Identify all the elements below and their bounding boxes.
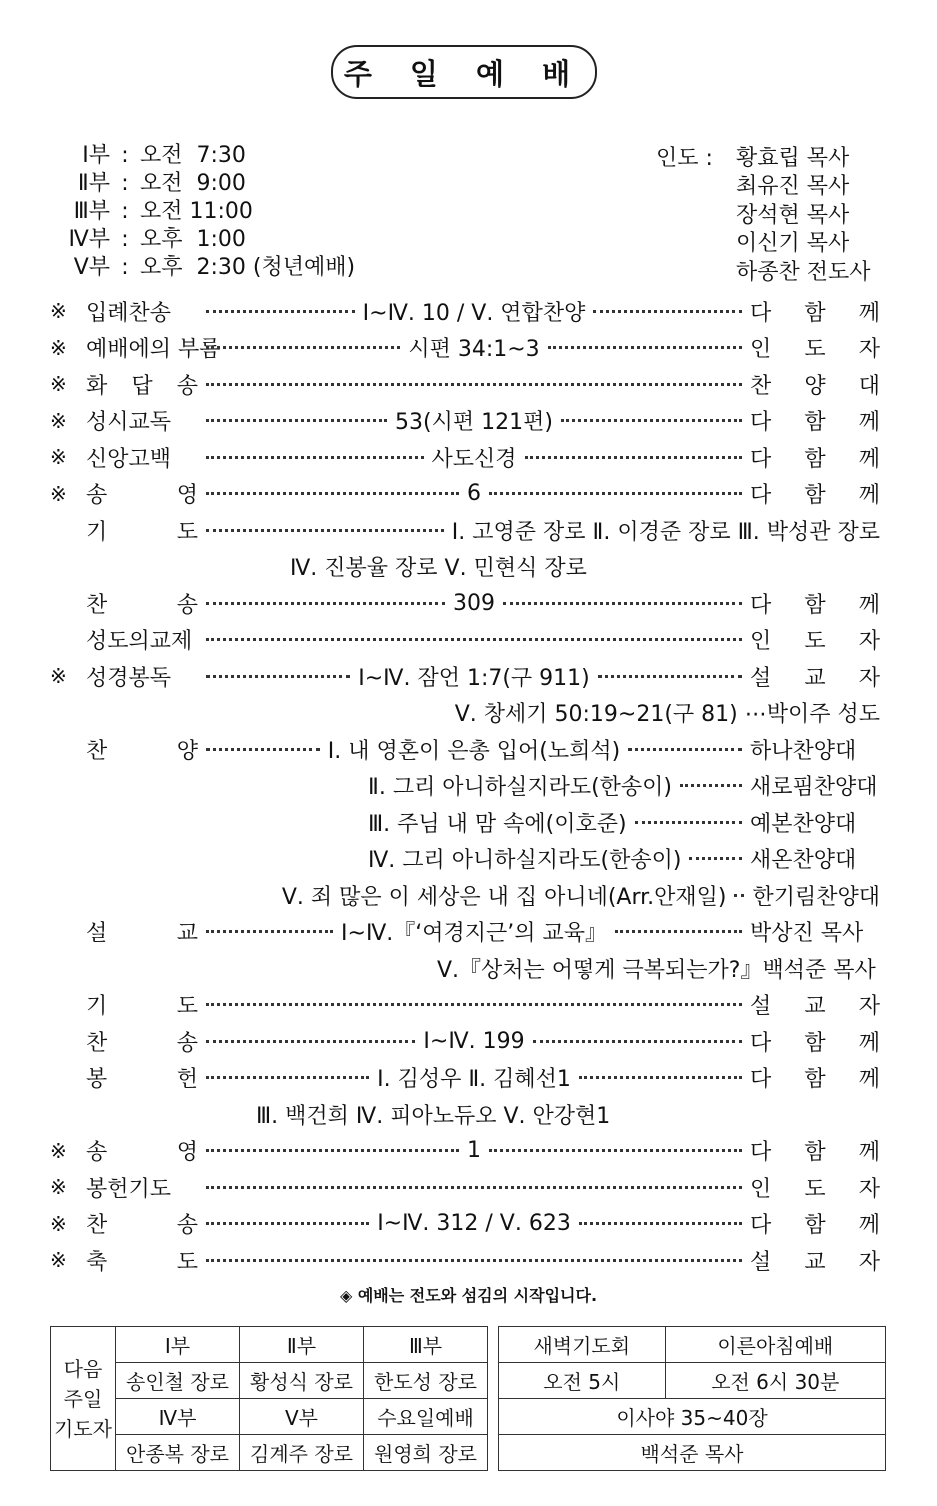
order-item-name: 신앙고백	[86, 446, 172, 472]
order-name-part: 화	[86, 373, 108, 399]
order-detail: Ⅰ~Ⅳ.『‘여경지근’의 교육』	[341, 921, 607, 947]
schedule-row	[62, 142, 355, 170]
schedule-time: 오후 2:30 (청년예배)	[140, 255, 356, 280]
order-name-part: 송	[86, 1140, 108, 1166]
order-person-part: 다	[750, 483, 772, 509]
order-person	[750, 296, 880, 327]
order-row	[50, 987, 880, 1024]
order-item-name	[86, 1135, 198, 1166]
order-name-part: 송	[176, 592, 198, 618]
order-name-part: 영	[176, 483, 198, 509]
schedule-row	[62, 254, 355, 282]
order-item-name	[86, 734, 198, 765]
order-detail: Ⅰ~Ⅳ. 잠언 1:7(구 911)	[358, 665, 590, 691]
leader-name: 최유진 목사	[736, 174, 850, 200]
order-row	[50, 330, 880, 367]
order-person	[750, 1245, 880, 1276]
order-detail: Ⅳ. 그리 아니하실지라도(한송이)	[368, 848, 682, 874]
order-person-part: 다	[750, 300, 772, 326]
order-person: 새로핌찬양대	[750, 775, 878, 801]
order-detail: Ⅴ.『상처는 어떻게 극복되는가?』	[436, 957, 763, 983]
order-row	[50, 403, 880, 440]
order-person-part: 설	[750, 1249, 772, 1275]
order-row	[50, 585, 880, 622]
table-cell: 이사야 35~40장	[499, 1399, 886, 1435]
schedule-colon: :	[121, 227, 129, 252]
schedule-time: 오전 11:00	[140, 199, 253, 224]
order-name-part: 송	[176, 1030, 198, 1056]
order-person-part: 께	[858, 300, 880, 326]
order-person-part: 께	[858, 1067, 880, 1093]
standing-mark: ※	[50, 1175, 67, 1200]
order-person-part: 다	[750, 410, 772, 436]
order-detail: Ⅲ. 백건희 Ⅳ. 피아노듀오 Ⅴ. 안강현1	[256, 1103, 611, 1129]
order-row	[50, 1060, 880, 1097]
order-name-part: 도	[176, 1249, 198, 1275]
schedule-row	[62, 198, 355, 226]
table-cell: 황성식 장로	[240, 1363, 364, 1399]
table-cell: 새벽기도회	[499, 1327, 666, 1363]
order-detail: 309	[453, 590, 495, 616]
order-person-part: 양	[804, 373, 826, 399]
order-name-part: 송	[176, 373, 198, 399]
order-item-name	[86, 1245, 198, 1276]
prayer-heading: 다음 주일 기도자	[51, 1327, 116, 1471]
order-item-name	[86, 989, 198, 1020]
order-name-part: 찬	[86, 1030, 108, 1056]
order-person-part: 도	[804, 629, 826, 655]
schedule-time: 오전 7:30	[140, 143, 246, 168]
order-row	[50, 658, 880, 695]
order-person-part: 함	[804, 483, 826, 509]
order-item-name	[86, 478, 198, 509]
order-item-name	[86, 515, 198, 546]
order-person: 한기림찬양대	[752, 884, 880, 910]
order-detail: Ⅴ. 창세기 50:19~21(구 81) ⋯	[454, 702, 767, 728]
leader-name: 하종찬 전도사	[736, 259, 871, 285]
order-row	[50, 622, 880, 659]
order-person	[750, 442, 880, 473]
order-item-name	[86, 1208, 198, 1239]
order-person-part: 께	[858, 592, 880, 618]
order-row	[50, 366, 880, 403]
order-person-part: 자	[858, 665, 880, 691]
order-person-part: 다	[750, 446, 772, 472]
order-person: 박상진 목사	[750, 921, 864, 947]
order-person-part: 자	[858, 994, 880, 1020]
table-cell: Ⅲ부	[364, 1327, 488, 1363]
schedule-part: Ⅲ부	[73, 199, 110, 224]
order-person-part: 도	[804, 1176, 826, 1202]
order-item-name: 예배에의 부름	[86, 337, 221, 363]
order-person	[750, 588, 880, 619]
order-item-name	[86, 369, 198, 400]
order-person: 박이주 성도	[766, 702, 880, 728]
order-item-name: 성시교독	[86, 410, 172, 436]
standing-mark: ※	[50, 335, 67, 360]
order-person-part: 함	[804, 1030, 826, 1056]
order-detail: Ⅰ~Ⅳ. 10 / Ⅴ. 연합찬양	[362, 300, 586, 326]
order-item-name	[86, 1026, 198, 1057]
order-person-part: 인	[750, 629, 772, 655]
order-person-part: 함	[804, 300, 826, 326]
schedule-part: Ⅳ부	[68, 227, 110, 252]
order-person-part: 다	[750, 1213, 772, 1239]
order-item-name: 입례찬송	[86, 300, 172, 326]
order-person-part: 함	[804, 592, 826, 618]
order-row	[50, 439, 880, 476]
table-cell: 오전 6시 30분	[665, 1363, 885, 1399]
order-detail: Ⅰ. 김성우 Ⅱ. 김혜선1	[377, 1067, 571, 1093]
table-cell: Ⅰ부	[116, 1327, 240, 1363]
schedule-colon: :	[121, 255, 129, 280]
order-person-part: 께	[858, 1213, 880, 1239]
order-person	[750, 624, 880, 655]
leader-name: 이신기 목사	[736, 231, 850, 257]
order-item-name: 성경봉독	[86, 665, 172, 691]
order-person-part: 인	[750, 1176, 772, 1202]
schedule-colon: :	[121, 199, 129, 224]
table-cell: 송인철 장로	[116, 1363, 240, 1399]
order-person-part: 자	[858, 1176, 880, 1202]
order-name-part: 찬	[86, 1213, 108, 1239]
leaders-list	[656, 145, 871, 287]
standing-mark: ※	[50, 445, 67, 470]
order-row	[50, 1242, 880, 1279]
order-row	[50, 804, 880, 841]
order-name-part: 기	[86, 519, 108, 545]
order-person	[750, 369, 880, 400]
order-name-part: 양	[176, 738, 198, 764]
order-person	[750, 1062, 880, 1093]
order-row	[50, 695, 880, 732]
order-name-part: 영	[176, 1140, 198, 1166]
table-cell: 원영희 장로	[364, 1435, 488, 1471]
order-item-name: 봉헌기도	[86, 1176, 172, 1202]
schedule-part: Ⅴ부	[73, 255, 110, 280]
order-row	[50, 1169, 880, 1206]
order-person-part: 다	[750, 1030, 772, 1056]
table-cell: 오전 5시	[499, 1363, 666, 1399]
order-person: 예본찬양대	[750, 811, 857, 837]
order-person-part: 자	[858, 337, 880, 363]
order-person	[750, 661, 880, 692]
order-detail: Ⅰ~Ⅳ. 312 / Ⅴ. 623	[377, 1211, 571, 1237]
order-name-part: 도	[176, 994, 198, 1020]
standing-mark: ※	[50, 372, 67, 397]
order-person-part: 께	[858, 483, 880, 509]
order-detail: 시편 34:1~3	[408, 337, 540, 363]
order-detail: Ⅲ. 주님 내 맘 속에(이호준)	[368, 811, 627, 837]
order-person-part: 도	[804, 337, 826, 363]
order-name-part: 찬	[86, 738, 108, 764]
order-detail: 사도신경	[431, 446, 517, 472]
order-person-part: 대	[858, 373, 880, 399]
order-person-part: 자	[858, 1249, 880, 1275]
order-person: 새온찬양대	[750, 848, 857, 874]
table-cell: 한도성 장로	[364, 1363, 488, 1399]
schedule-time: 오후 1:00	[140, 227, 246, 252]
order-detail: 53(시편 121편)	[395, 410, 553, 436]
order-person	[750, 1026, 880, 1057]
service-schedule	[62, 142, 355, 282]
order-row	[50, 1096, 880, 1133]
order-person-part: 함	[804, 1140, 826, 1166]
schedule-time: 오전 9:00	[140, 171, 246, 196]
table-cell: Ⅴ부	[240, 1399, 364, 1435]
order-item-name	[86, 1062, 198, 1093]
order-person	[750, 332, 880, 363]
order-row	[50, 512, 880, 549]
order-row	[50, 877, 880, 914]
page-title: 주 일 예 배	[331, 45, 597, 99]
order-row	[50, 950, 880, 987]
order-name-part: 축	[86, 1249, 108, 1275]
dawn-service-table	[498, 1326, 886, 1471]
leader-name: 황효립 목사	[736, 146, 850, 171]
standing-mark: ※	[50, 664, 67, 689]
order-person-part: 께	[858, 446, 880, 472]
standing-mark: ※	[50, 481, 67, 506]
order-row	[50, 914, 880, 951]
order-detail: Ⅰ~Ⅳ. 199	[423, 1028, 525, 1054]
order-row	[50, 1206, 880, 1243]
order-row	[50, 731, 880, 768]
schedule-part: Ⅱ부	[77, 171, 110, 196]
order-name-part: 송	[86, 483, 108, 509]
order-person-part: 함	[804, 410, 826, 436]
order-person-part: 다	[750, 1140, 772, 1166]
order-detail: Ⅴ. 죄 많은 이 세상은 내 집 아니네(Arr.안재일)	[281, 884, 727, 910]
order-item-name	[86, 588, 198, 619]
order-row	[50, 768, 880, 805]
table-cell: 김계주 장로	[240, 1435, 364, 1471]
order-of-worship	[50, 293, 880, 1279]
order-item-name	[86, 916, 198, 947]
order-name-part: 헌	[176, 1067, 198, 1093]
order-detail: Ⅱ. 그리 아니하실지라도(한송이)	[368, 775, 672, 801]
order-person-part: 교	[804, 994, 826, 1020]
order-person	[750, 405, 880, 436]
order-person-part: 함	[804, 1213, 826, 1239]
schedule-part: Ⅰ부	[82, 143, 110, 168]
standing-mark: ※	[50, 1138, 67, 1163]
table-cell: 이른아침예배	[665, 1327, 885, 1363]
order-detail: 1	[467, 1138, 481, 1164]
order-name-part: 찬	[86, 592, 108, 618]
order-item-name: 성도의교제	[86, 629, 193, 655]
order-name-part: 송	[176, 1213, 198, 1239]
order-person-part: 찬	[750, 373, 772, 399]
order-person-part: 께	[858, 1030, 880, 1056]
order-detail: Ⅰ. 내 영혼이 은총 입어(노희석)	[327, 738, 621, 764]
order-person: 백석준 목사	[762, 957, 876, 983]
order-person	[750, 989, 880, 1020]
order-person	[750, 1208, 880, 1239]
order-row	[50, 476, 880, 513]
order-person	[750, 1135, 880, 1166]
leader-name: 장석현 목사	[736, 202, 850, 228]
standing-mark: ※	[50, 408, 67, 433]
order-person-part: 함	[804, 1067, 826, 1093]
order-person-part: 자	[858, 629, 880, 655]
order-person-part: 교	[804, 1249, 826, 1275]
order-row	[50, 293, 880, 330]
order-row	[50, 1023, 880, 1060]
next-prayer-table	[50, 1326, 488, 1471]
order-person-part: 설	[750, 665, 772, 691]
standing-mark: ※	[50, 1211, 67, 1236]
standing-mark: ※	[50, 1248, 67, 1273]
order-name-part: 설	[86, 921, 108, 947]
order-person: 하나찬양대	[750, 738, 857, 764]
order-detail: 6	[467, 481, 481, 507]
order-person-part: 께	[858, 1140, 880, 1166]
standing-mark: ※	[50, 299, 67, 324]
order-person-part: 함	[804, 446, 826, 472]
leaders-heading: 인도 :	[656, 146, 713, 171]
order-person-part: 설	[750, 994, 772, 1020]
table-cell: Ⅱ부	[240, 1327, 364, 1363]
order-name-part: 도	[176, 519, 198, 545]
order-person-part: 다	[750, 1067, 772, 1093]
schedule-colon: :	[121, 171, 129, 196]
order-detail: Ⅰ. 고영준 장로 Ⅱ. 이경준 장로 Ⅲ. 박성관 장로	[451, 519, 880, 545]
schedule-row	[62, 170, 355, 198]
schedule-row	[62, 226, 355, 254]
order-name-part: 기	[86, 994, 108, 1020]
order-person-part: 다	[750, 592, 772, 618]
order-detail: Ⅳ. 진봉율 장로 Ⅴ. 민현식 장로	[290, 556, 587, 582]
order-row	[50, 549, 880, 586]
footnote: ◈ 예배는 전도와 섬김의 시작입니다.	[339, 1286, 598, 1305]
order-name-part: 답	[131, 373, 153, 399]
table-cell: Ⅳ부	[116, 1399, 240, 1435]
order-name-part: 교	[176, 921, 198, 947]
order-person-part: 께	[858, 410, 880, 436]
order-person-part: 교	[804, 665, 826, 691]
order-row	[50, 841, 880, 878]
table-cell: 수요일예배	[364, 1399, 488, 1435]
order-name-part: 봉	[86, 1067, 108, 1093]
table-cell: 백석준 목사	[499, 1435, 886, 1471]
table-cell: 안종복 장로	[116, 1435, 240, 1471]
order-person	[750, 478, 880, 509]
schedule-colon: :	[121, 143, 129, 168]
order-person-part: 인	[750, 337, 772, 363]
order-row	[50, 1133, 880, 1170]
order-person	[750, 1172, 880, 1203]
